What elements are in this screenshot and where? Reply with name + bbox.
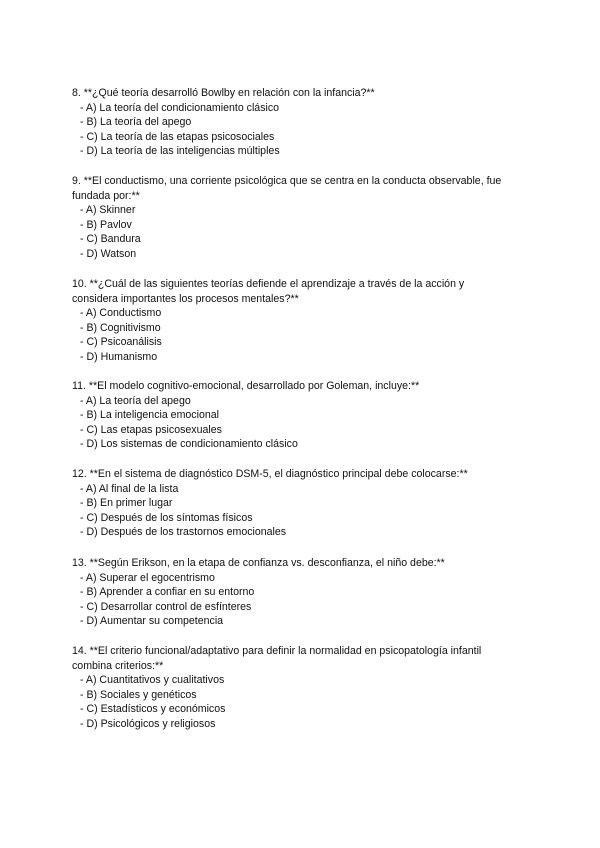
option-c: - C) Bandura xyxy=(80,233,141,246)
question-stem: 11. **El modelo cognitivo-emocional, desarrollado por Goleman, incluye:** xyxy=(72,380,420,392)
option-d: - D) Los sistemas de condicionamiento clásico xyxy=(80,438,298,451)
option-a: - A) Superar el egocentrismo xyxy=(80,571,215,584)
question-stem: 14. **El criterio funcional/adaptativo para definir la normalidad en psicopatología infantil combina criterios:** xyxy=(72,645,485,672)
option-a: - A) Skinner xyxy=(80,204,136,217)
option-c: - C) Desarrollar control de esfínteres xyxy=(80,600,252,613)
question-stem: 9. **El conductismo, una corriente psicológica que se centra en la conducta observable, fue fundada por:** xyxy=(72,175,505,202)
option-a: - A) Al final de la lista xyxy=(80,482,179,495)
option-b: - B) Pavlov xyxy=(80,218,132,231)
option-d: - D) Humanismo xyxy=(80,350,158,363)
option-b: - B) Aprender a confiar en su entorno xyxy=(80,586,255,599)
option-a: - A) Conductismo xyxy=(80,307,162,320)
question-9 xyxy=(72,174,512,262)
question-14 xyxy=(72,644,512,732)
option-b: - B) La teoría del apego xyxy=(80,116,192,129)
question-12 xyxy=(72,467,512,540)
option-d: - D) La teoría de las inteligencias múltiples xyxy=(80,145,280,158)
question-stem: 12. **En el sistema de diagnóstico DSM-5, el diagnóstico principal debe colocarse:** xyxy=(72,468,468,480)
option-a: - A) La teoría del apego xyxy=(80,394,191,407)
option-a: - A) Cuantitativos y cualitativos xyxy=(80,674,225,687)
question-13 xyxy=(72,556,512,629)
option-c: - C) Estadísticos y económicos xyxy=(80,703,226,716)
option-a: - A) La teoría del condicionamiento clásico xyxy=(80,101,280,114)
option-d: - D) Aumentar su competencia xyxy=(80,615,224,628)
question-stem: 13. **Según Erikson, en la etapa de confianza vs. desconfianza, el niño debe:** xyxy=(72,557,445,569)
option-d: - D) Después de los trastornos emocionales xyxy=(80,526,287,539)
option-c: - C) La teoría de las etapas psicosociales xyxy=(80,130,275,143)
option-c: - C) Después de los síntomas físicos xyxy=(80,511,253,524)
option-d: - D) Watson xyxy=(80,247,137,260)
option-b: - B) La inteligencia emocional xyxy=(80,409,219,422)
option-b: - B) Cognitivismo xyxy=(80,321,161,334)
question-stem: 8. **¿Qué teoría desarrolló Bowlby en relación con la infancia?** xyxy=(72,87,375,99)
option-c: - C) Psicoanálisis xyxy=(80,336,162,349)
option-b: - B) Sociales y genéticos xyxy=(80,688,197,701)
option-b: - B) En primer lugar xyxy=(80,497,173,510)
option-c: - C) Las etapas psicosexuales xyxy=(80,423,222,436)
question-8 xyxy=(72,86,512,159)
question-11 xyxy=(72,379,512,452)
option-d: - D) Psicológicos y religiosos xyxy=(80,717,216,730)
question-10 xyxy=(72,277,512,365)
question-stem: 10. **¿Cuál de las siguientes teorías defiende el aprendizaje a través de la acción y considera importantes los procesos mentales?** xyxy=(72,278,468,305)
